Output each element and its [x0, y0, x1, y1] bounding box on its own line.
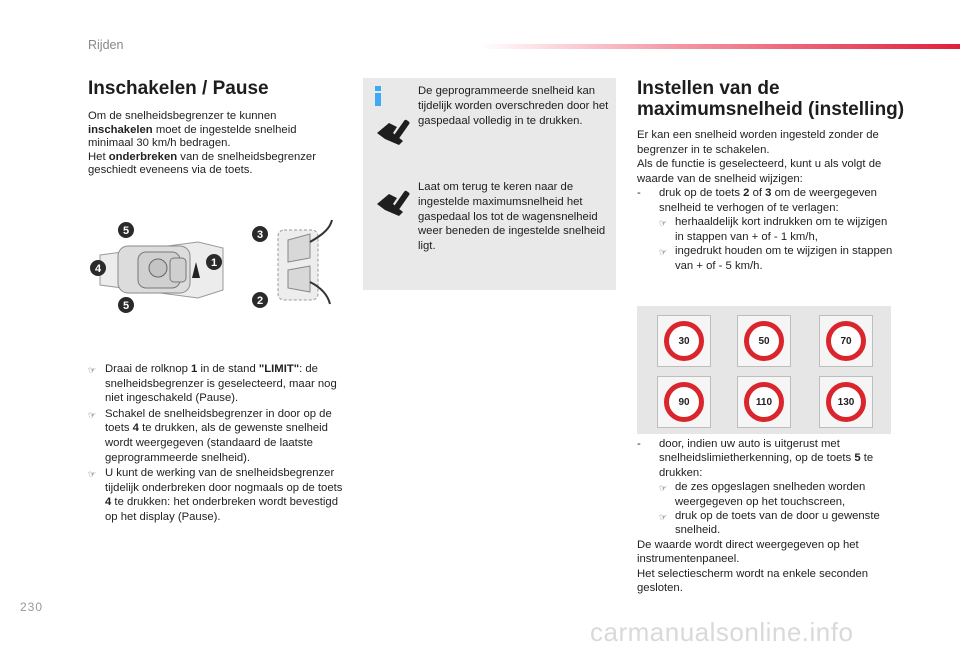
svg-text:5: 5 — [122, 225, 130, 237]
bullet-icon: ☞ — [659, 512, 668, 523]
callout-5-top — [118, 222, 134, 238]
header-accent-bar — [480, 44, 960, 49]
section-title-enable-pause: Inschakelen / Pause — [88, 78, 269, 99]
info-box — [363, 78, 616, 290]
dash-item-recognition: - door, indien uw auto is uitgerust met snelheidslimietherkenning, op de toets 5 te drukken: — [637, 438, 874, 479]
speed-recognition-instructions — [637, 437, 899, 595]
speed-sign-50: 50 — [737, 315, 791, 367]
note-overspeed: De geprogrammeerde snelheid kan tijdelijk worden overschreden door het gaspedaal volledig in te drukken. — [418, 85, 609, 127]
speed-sign-30: 30 — [657, 315, 711, 367]
bullet-icon: ☞ — [659, 483, 668, 494]
svg-text:5: 5 — [122, 300, 130, 312]
bullet-icon: ☞ — [88, 365, 97, 375]
svg-text:4: 4 — [94, 263, 102, 275]
speed-signs-panel — [637, 306, 891, 434]
foot-release-pedal-icon — [373, 184, 411, 220]
speed-sign-130: 130 — [819, 376, 873, 428]
page-number: 230 — [20, 600, 44, 614]
callout-2 — [252, 292, 268, 308]
foot-on-pedal-icon — [373, 113, 411, 149]
dash-item-buttons: - druk op de toets 2 of 3 om de weergegeven snelheid te verhogen of te verlagen: — [637, 187, 877, 214]
section-title-set-max-speed: Instellen van de maximumsnelheid (instelling) — [637, 78, 905, 120]
intro-paragraph: Om de snelheidsbegrenzer te kunnen inschakelen moet de ingestelde snelheid minimaal 30 km/h bedragen. Het onderbreken van de snelheidsbegrenzer geschiedt eveneens via de toets. — [88, 110, 316, 177]
paragraph: De waarde wordt direct weergegeven op het instrumentenpaneel. — [637, 538, 859, 566]
svg-text:1: 1 — [210, 257, 218, 269]
speed-sign-70: 70 — [819, 315, 873, 367]
note-return-to-speed: Laat om terug te keren naar de ingestelde maximumsnelheid het gaspedaal los tot de wagensnelheid weer beneden de ingestelde snelheid ligt. — [418, 181, 606, 253]
bullet-icon: ☞ — [659, 218, 668, 228]
set-speed-instructions — [637, 128, 897, 273]
step-rotate-knob: ☞ Draai de rolknop 1 in de stand "LIMIT": de snelheidsbegrenzer is geselecteerd, maar nog niet ingeschakeld (Pause). — [88, 363, 337, 405]
callout-5-bottom — [118, 297, 134, 313]
bullet-icon: ☞ — [88, 469, 97, 480]
sub-item-short-press: ☞ herhaaldelijk kort indrukken om te wijzigen in stappen van + of - 1 km/h, — [659, 216, 888, 243]
speed-limiter-stalk-illustration — [88, 220, 233, 315]
enable-steps-list — [88, 362, 343, 526]
sub-item-hold: ☞ ingedrukt houden om te wijzigen in stappen van + of - 5 km/h. — [659, 245, 893, 272]
section-header: Rijden — [88, 38, 124, 52]
watermark: carmanualsonline.info — [590, 617, 854, 647]
paragraph: Er kan een snelheid worden ingesteld zonder de begrenzer in te schakelen. — [637, 129, 879, 156]
sub-item-press-desired: ☞ druk op de toets van de door u gewenste snelheid. — [659, 510, 880, 537]
sub-item-six-speeds: ☞ de zes opgeslagen snelheden worden weergegeven op het touchscreen, — [659, 481, 866, 508]
speed-sign-90: 90 — [657, 376, 711, 428]
callout-1 — [206, 254, 222, 270]
svg-text:2: 2 — [256, 295, 264, 307]
steering-wheel-controls-illustration — [248, 218, 343, 313]
callout-3 — [252, 226, 268, 242]
paragraph: Als de functie is geselecteerd, kunt u als volgt de waarde van de snelheid wijzigen: — [637, 158, 882, 185]
callout-4 — [90, 260, 106, 276]
step-pause-limiter: ☞ U kunt de werking van de snelheidsbegrenzer tijdelijk onderbreken door nogmaals op de toets 4 te drukken: het onderbreken wordt bevestigd op het display (Pause). — [88, 467, 343, 523]
bullet-icon: ☞ — [659, 247, 668, 257]
svg-text:3: 3 — [256, 229, 264, 241]
bullet-icon: ☞ — [88, 409, 97, 420]
step-enable-limiter: ☞ Schakel de snelheidsbegrenzer in door op de toets 4 te drukken, als de gewenste snelheid wordt weergegeven (standaard de laatste geprogrammeerde snelheid). — [88, 407, 332, 464]
speed-sign-110: 110 — [737, 376, 791, 428]
paragraph: Het selectiescherm wordt na enkele seconden gesloten. — [637, 567, 869, 595]
info-icon — [371, 86, 385, 106]
